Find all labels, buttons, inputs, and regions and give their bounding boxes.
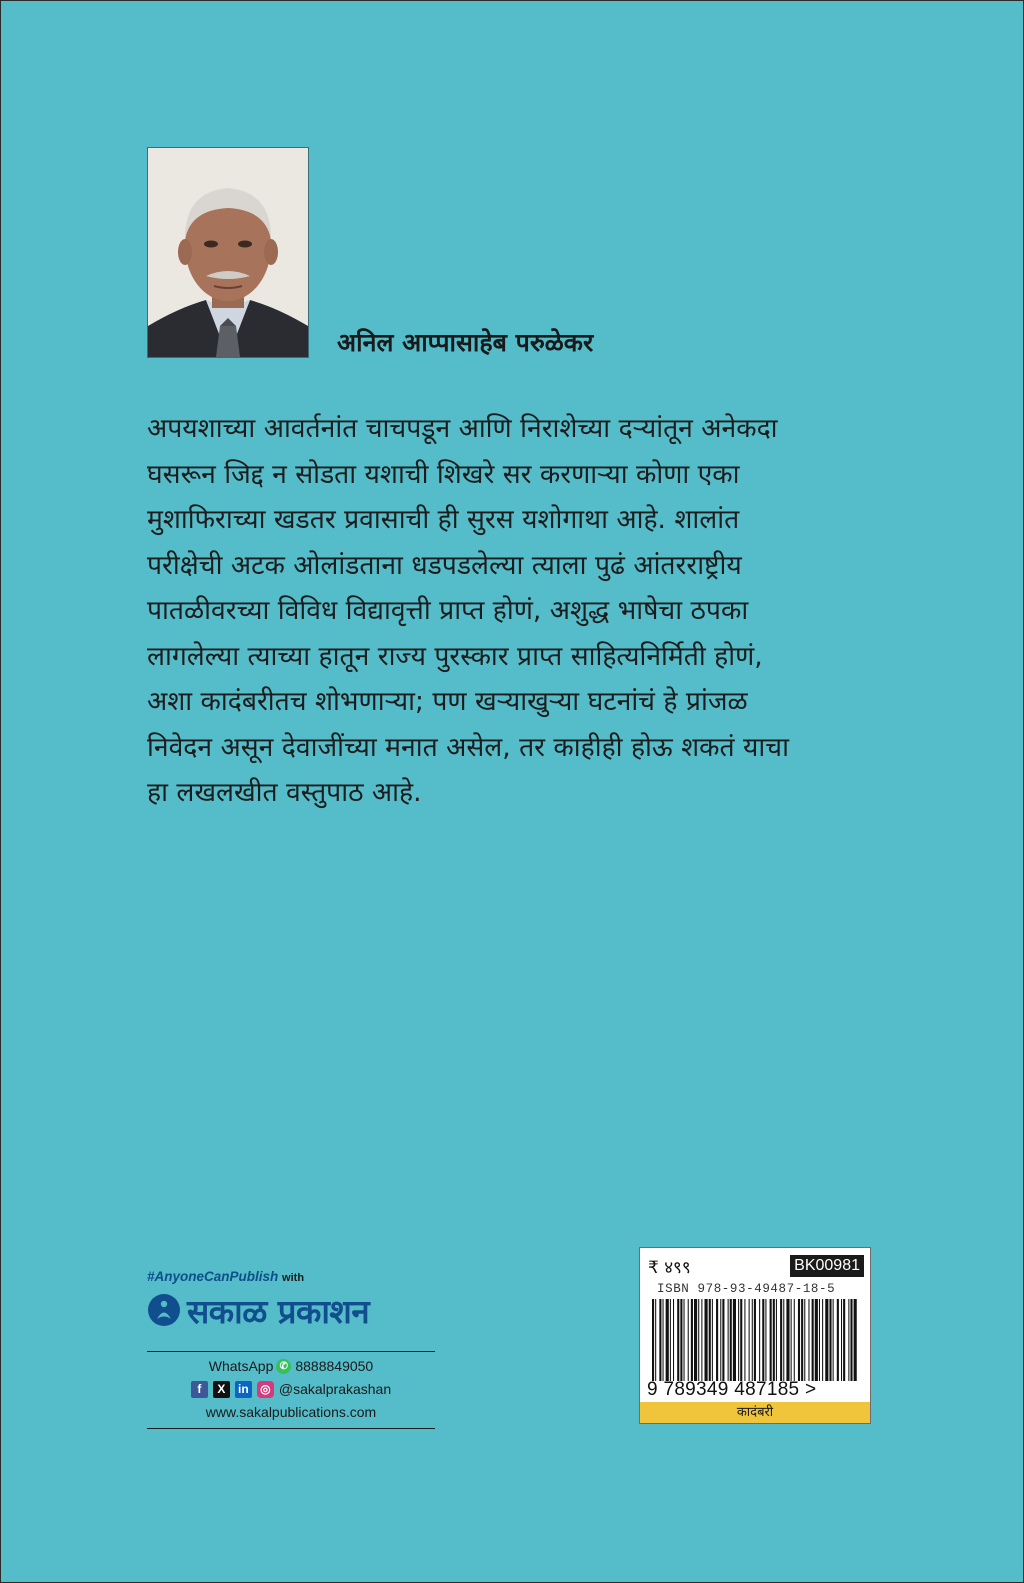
publisher-contact — [147, 1352, 435, 1428]
barcode-stripe — [728, 1299, 729, 1381]
instagram-icon[interactable]: ◎ — [257, 1381, 274, 1398]
barcode-stripe — [765, 1299, 766, 1381]
whatsapp-icon: ✆ — [276, 1359, 291, 1374]
barcode-stripe — [819, 1299, 820, 1381]
barcode-stripe — [740, 1299, 742, 1381]
barcode-stripe — [722, 1299, 724, 1381]
barcode-stripe — [804, 1299, 805, 1381]
barcode-stripe — [663, 1299, 664, 1381]
barcode-stripe — [698, 1299, 699, 1381]
barcode-stripe — [691, 1299, 693, 1381]
barcode-stripe — [688, 1299, 689, 1381]
barcode-stripe — [655, 1299, 656, 1381]
blurb-line: निवेदन असून देवाजींच्या मनात असेल, तर काहीही होऊ शकतं याचा — [147, 731, 789, 763]
barcode-stripe — [759, 1299, 760, 1381]
barcode-stripe — [749, 1299, 750, 1381]
barcode-stripe — [684, 1299, 685, 1381]
barcode-stripe — [850, 1299, 852, 1381]
barcode-stripe — [822, 1299, 823, 1381]
barcode-stripe — [677, 1299, 679, 1381]
publisher-hashtag — [147, 1269, 435, 1284]
barcode-stripe — [659, 1299, 661, 1381]
barcode-stripe — [801, 1299, 803, 1381]
barcode-stripe — [730, 1299, 732, 1381]
barcode-stripe — [798, 1299, 800, 1381]
linkedin-icon[interactable]: in — [235, 1381, 252, 1398]
barcode-stripe — [770, 1299, 772, 1381]
genre-label: कादंबरी — [640, 1402, 870, 1423]
barcode-block — [639, 1247, 871, 1424]
price-label: ₹ ४९९ — [648, 1258, 691, 1278]
x-icon[interactable]: X — [213, 1381, 230, 1398]
barcode-stripe — [709, 1299, 711, 1381]
barcode-stripe — [701, 1299, 702, 1381]
barcode-stripe — [673, 1299, 674, 1381]
barcode-digits: 9 789349 487185 > — [647, 1379, 817, 1400]
facebook-icon[interactable]: f — [191, 1381, 208, 1398]
barcode-stripe — [694, 1299, 697, 1381]
social-handle[interactable]: @sakalprakashan — [278, 1381, 392, 1397]
social-row — [147, 1378, 435, 1401]
author-photo — [147, 147, 309, 358]
publisher-logo — [147, 1288, 435, 1332]
blurb-line: अशा कादंबरीतच शोभणाऱ्या; पण खऱ्याखुऱ्या घटनांचं हे प्रांजळ — [147, 686, 748, 717]
barcode-stripe — [680, 1299, 682, 1381]
blurb-line: परीक्षेची अटक ओलांडताना धडपडलेल्या त्याला पुढं आंतरराष्ट्रीय — [147, 549, 742, 581]
barcode-stripe — [815, 1299, 818, 1381]
barcode-stripe — [716, 1299, 718, 1381]
divider — [147, 1428, 435, 1429]
blurb-line: अपयशाच्या आवर्तनांत चाचपडून आणि निराशेच्या दऱ्यांतून अनेकदा — [147, 413, 778, 444]
blurb-line: हा लखलखीत वस्तुपाठ आहे. — [147, 777, 422, 808]
sakal-logo-icon — [147, 1293, 181, 1327]
barcode-stripe — [843, 1299, 845, 1381]
barcode-stripe — [762, 1299, 764, 1381]
barcode-stripe — [794, 1299, 795, 1381]
barcode-stripe — [808, 1299, 809, 1381]
barcode-stripe — [854, 1299, 857, 1381]
barcode-stripe — [837, 1299, 839, 1381]
barcode-stripe — [652, 1299, 654, 1381]
barcode-stripe — [670, 1299, 671, 1381]
barcode-stripe — [848, 1299, 849, 1381]
barcode-stripe — [786, 1299, 789, 1381]
website-link[interactable]: www.sakalpublications.com — [205, 1404, 377, 1420]
barcode-stripe — [733, 1299, 736, 1381]
author-name: अनिल आप्पासाहेब परुळेकर — [337, 328, 594, 357]
barcode-stripe — [666, 1299, 669, 1381]
blurb-line: मुशाफिराच्या खडतर प्रवासाची ही सुरस यशोगाथा आहे. शालांत — [147, 504, 740, 535]
blurb-line: घसरून जिद्द न सोडता यशाची शिखरे सर करणाऱ्या कोणा एका — [147, 458, 740, 490]
barcode-stripe — [720, 1299, 721, 1381]
blurb-line: पातळीवरच्या विविध विद्यावृत्ती प्राप्त होणं, अशुद्ध भाषेचा ठपका — [147, 595, 749, 626]
blurb-line: लागलेल्या त्याच्या हातून राज्य पुरस्कार प्राप्त साहित्यनिर्मिती होणं, — [147, 640, 763, 672]
barcode-stripe — [705, 1299, 708, 1381]
whatsapp-number[interactable]: 8888849050 — [295, 1358, 374, 1374]
barcode-stripe — [791, 1299, 792, 1381]
publisher-name: सकाळ प्रकाशन — [187, 1291, 370, 1331]
barcode-bars — [652, 1299, 858, 1381]
whatsapp-label: WhatsApp — [208, 1358, 274, 1374]
barcode-stripe — [812, 1299, 814, 1381]
book-code: BK00981 — [790, 1255, 864, 1277]
isbn-text: ISBN 978-93-49487-18-5 — [657, 1282, 836, 1296]
barcode-stripe — [738, 1299, 739, 1381]
barcode-stripe — [776, 1299, 777, 1381]
publisher-block — [147, 1269, 435, 1429]
barcode-stripe — [841, 1299, 842, 1381]
whatsapp-row — [147, 1355, 435, 1378]
barcode-stripe — [712, 1299, 713, 1381]
barcode-stripe — [783, 1299, 784, 1381]
barcode-stripe — [825, 1299, 828, 1381]
barcode-stripe — [744, 1299, 745, 1381]
hashtag-text: #AnyoneCanPublish — [147, 1269, 279, 1284]
barcode-stripe — [780, 1299, 782, 1381]
barcode-stripe — [752, 1299, 753, 1381]
barcode-stripe — [829, 1299, 831, 1381]
barcode-stripe — [833, 1299, 834, 1381]
website-row — [147, 1401, 435, 1424]
barcode-stripe — [754, 1299, 756, 1381]
barcode-stripe — [773, 1299, 775, 1381]
book-blurb — [147, 406, 867, 816]
hashtag-with: with — [282, 1272, 305, 1284]
